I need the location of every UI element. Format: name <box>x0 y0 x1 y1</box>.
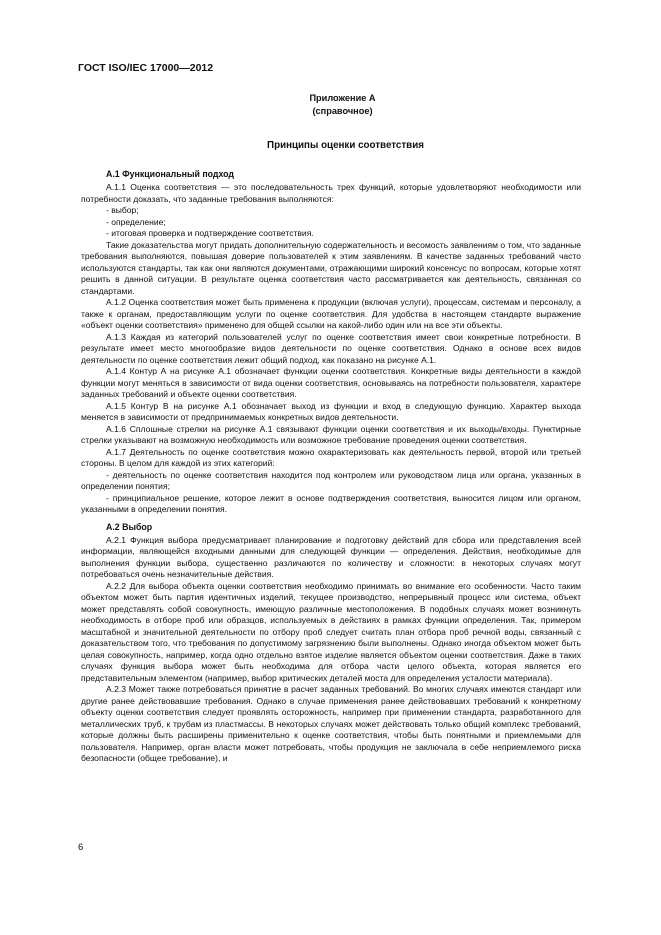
section-heading-a1: А.1 Функциональный подход <box>106 169 234 179</box>
page-number: 6 <box>78 842 84 853</box>
paragraph: А.2.1 Функция выбора предусматривает планирование и подготовку действий для сбора или представления всей информации, являющейся входными данными для следующей функции — определения. Действия, необходимые для выполнения функции выбора, существенно различаются по количеству и сложности: в некоторых случаях могут потребоваться очень незначительные действия. <box>81 534 581 579</box>
paragraph: А.1.6 Сплошные стрелки на рисунке А.1 связывают функции оценки соответствия и их выходы/входы. Пунктирные стрелки указывают на возможную необходимость или возможное требование проведения оценки соответствия. <box>81 423 581 445</box>
section-heading-a2: А.2 Выбор <box>106 521 153 532</box>
list-item: - выбор; <box>106 205 139 215</box>
paragraph: А.1.1 Оценка соответствия — это последовательность трех функций, которые удовлетворяют необходимости или потребности доказать, что заданные требования выполняются: <box>81 182 581 204</box>
annex-heading <box>0 92 661 118</box>
paragraph: А.1.5 Контур В на рисунке А.1 обозначает выход из функции и вход в следующую функцию. Характер выхода меняется в зависимости от предпринимаемых конкретных видов деятельности. <box>81 400 581 422</box>
paragraph: - принципиальное решение, которое лежит в основе подтверждения соответствия, выносится лицом или органом, указанными в определении понятия. <box>81 492 581 514</box>
paragraph: А.1.2 Оценка соответствия может быть применена к продукции (включая услуги), процессам, системам и персоналу, а также к органам, предоставляющим услуги по оценке соответствия. Для удобства в настоящем стандарте выражение «объект оценки соответствия» применено для общей ссылки на какой-либо один или на все эти объекты. <box>81 297 581 330</box>
paragraph: А.2.2 Для выбора объекта оценки соответствия необходимо принимать во внимание его особенности. Часто таким объектом может быть партия идентичных изделий, текущее производство, непрерывный процесс или система, объект может представлять собой совокупность, имеющую различные местоположения. В подобных случаях может возникнуть необходимость в отборе проб или образцов, используемых в действиях в рамках функции определения. Так, примером масштабной и значительной деятельности по отбору проб следует считать план отбора проб речной воды, связанный с доказательством того, что требования по допустимому загрязнению были выполнены. Однако иногда объектом может быть целая совокупность, например, когда одно отдельно взятое изделие является объектом оценки соответствия. Даже в таких случаях функция выбора может быть необходима для отбора части целого объекта, которая является его представительным элементом (например, выбор критических деталей моста для определения усталости материала). <box>81 580 581 683</box>
list-item: - определение; <box>106 216 166 227</box>
paragraph: - деятельность по оценке соответствия находится под контролем или руководством лица или органа, указанных в определении понятия; <box>81 469 581 491</box>
paragraph: Такие доказательства могут придать дополнительную содержательность и весомость заявлениям о том, что заданные требования выполняются, повышая доверие пользователей к этим заявлениям. В качестве заданных требований часто используются стандарты, так как они являются документами, отражающими широкий консенсус по вопросам, которые хотят решить в данной ситуации. В результате оценка соответствия часто рассматривается как деятельность, связанная со стандартами. <box>81 239 581 296</box>
paragraph: А.1.4 Контур А на рисунке А.1 обозначает функции оценки соответствия. Конкретные виды деятельности в каждой функции могут меняться в зависимости от вида оценки соответствия, основываясь на потребности пользователя, характере заданных требований и объекте оценки соответствия. <box>81 366 581 399</box>
page-title: Принципы оценки соответствия <box>267 140 424 151</box>
list-item: - итоговая проверка и подтверждение соответствия. <box>106 228 314 238</box>
document-body <box>81 166 581 765</box>
paragraph: А.2.3 Может также потребоваться принятие в расчет заданных требований. Во многих случаях имеются стандарт или другие ранее действовавшие требования. Однако в случае применения ранее действовавших требований к конкретному объекту оценки соответствия следует проявлять осторожность, например при применении стандарта, разработанного для металлических труб, к трубам из пластмассы. В некоторых случаях может действовать только общий комплекс требований, которые должны быть расширены применительно к оценке соответствия, чтобы быть понятными и приемлемыми для пользователя. Например, орган власти может потребовать, чтобы продукция не заключала в себе неприемлемого риска безопасности (общее требование), и <box>81 684 581 763</box>
annex-label: Приложение А <box>309 93 376 103</box>
standard-header: ГОСТ ISO/IEC 17000—2012 <box>78 62 214 74</box>
paragraph: А.1.7 Деятельность по оценке соответствия можно охарактеризовать как деятельность первой, второй или третьей стороны. В целом для каждой из этих категорий: <box>81 446 581 468</box>
annex-type: (справочное) <box>312 106 373 116</box>
paragraph: А.1.3 Каждая из категорий пользователей услуг по оценке соответствия имеет свои конкретные потребности. В результате имеет место многообразие видов деятельности по оценке соответствия. Однако в основе всех видов деятельности по оценке соответствия лежит общий подход, как показано на рисунке А.1. <box>81 331 581 365</box>
